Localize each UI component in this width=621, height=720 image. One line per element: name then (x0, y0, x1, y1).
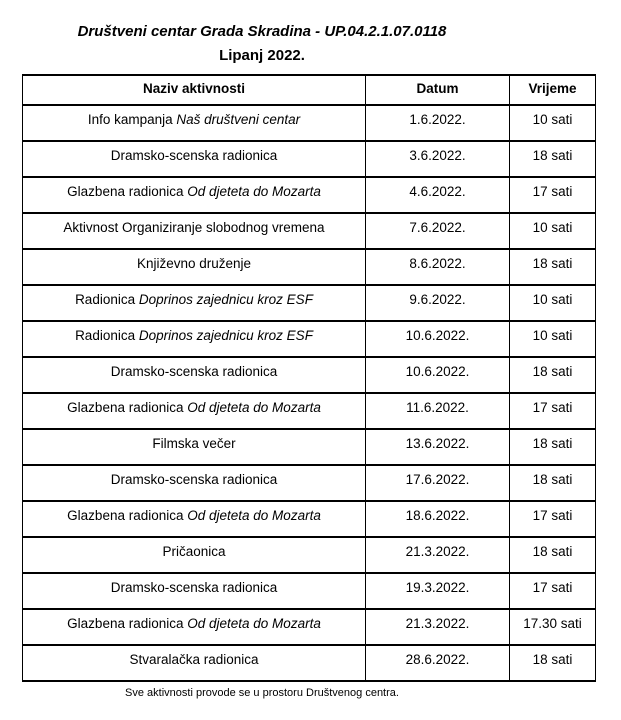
activity-cell (23, 249, 366, 285)
activity-text-italic: Od djeteta do Mozarta (187, 184, 321, 199)
date-cell: 4.6.2022. (366, 177, 510, 213)
table-row (23, 177, 596, 213)
activity-cell (23, 357, 366, 393)
time-cell: 10 sati (510, 285, 596, 321)
activity-cell (23, 321, 366, 357)
time-cell: 18 sati (510, 357, 596, 393)
activity-cell (23, 213, 366, 249)
activity-text: Dramsko-scenska radionica (110, 148, 278, 163)
table-row (23, 429, 596, 465)
table-row (23, 573, 596, 609)
table-row (23, 537, 596, 573)
table-row (23, 609, 596, 645)
header-naziv-aktivnosti: Naziv aktivnosti (23, 75, 366, 105)
activity-cell (23, 465, 366, 501)
time-cell: 18 sati (510, 465, 596, 501)
activity-cell (23, 285, 366, 321)
activity-text: Dramsko-scenska radionica (110, 580, 278, 595)
activity-text: Radionica (75, 328, 139, 343)
activity-text: Književno druženje (136, 256, 252, 271)
date-cell: 21.3.2022. (366, 609, 510, 645)
activity-text: Glazbena radionica (67, 616, 188, 631)
time-cell: 17 sati (510, 177, 596, 213)
activity-text-italic: Od djeteta do Mozarta (187, 616, 321, 631)
date-cell: 7.6.2022. (366, 213, 510, 249)
time-cell: 10 sati (510, 213, 596, 249)
header-datum: Datum (366, 75, 510, 105)
activity-cell (23, 645, 366, 681)
table-row (23, 249, 596, 285)
table-row (23, 285, 596, 321)
date-cell: 3.6.2022. (366, 141, 510, 177)
activity-text: Glazbena radionica (67, 508, 188, 523)
table-row (23, 393, 596, 429)
activity-text: Dramsko-scenska radionica (110, 472, 278, 487)
activity-text: Stvaralačka radionica (129, 652, 259, 667)
table-row (23, 105, 596, 141)
page-subtitle: Lipanj 2022. (219, 47, 305, 64)
activity-text: Filmska večer (152, 436, 236, 451)
activity-text: Info kampanja (87, 112, 177, 127)
table-row (23, 321, 596, 357)
activity-cell (23, 429, 366, 465)
time-cell: 18 sati (510, 141, 596, 177)
date-cell: 9.6.2022. (366, 285, 510, 321)
table-row (23, 645, 596, 681)
activity-cell (23, 177, 366, 213)
schedule-table (22, 74, 596, 682)
time-cell: 17.30 sati (510, 609, 596, 645)
date-cell: 18.6.2022. (366, 501, 510, 537)
date-cell: 17.6.2022. (366, 465, 510, 501)
activity-text-italic: Doprinos zajednicu kroz ESF (138, 292, 313, 307)
date-cell: 8.6.2022. (366, 249, 510, 285)
time-cell: 10 sati (510, 321, 596, 357)
activity-text: Pričaonica (162, 544, 226, 559)
table-header-row (23, 75, 596, 105)
date-cell: 13.6.2022. (366, 429, 510, 465)
activity-text-italic: Od djeteta do Mozarta (187, 508, 321, 523)
activity-cell (23, 537, 366, 573)
header-vrijeme: Vrijeme (510, 75, 596, 105)
activity-cell (23, 609, 366, 645)
activity-cell (23, 105, 366, 141)
activity-cell (23, 501, 366, 537)
activity-text: Radionica (75, 292, 139, 307)
time-cell: 18 sati (510, 645, 596, 681)
table-row (23, 213, 596, 249)
date-cell: 21.3.2022. (366, 537, 510, 573)
activity-text-italic: Doprinos zajednicu kroz ESF (138, 328, 313, 343)
page-title: Društveni centar Grada Skradina - UP.04.2.1.07.0118 (77, 23, 447, 40)
activity-cell (23, 393, 366, 429)
activity-cell (23, 141, 366, 177)
date-cell: 19.3.2022. (366, 573, 510, 609)
table-row (23, 357, 596, 393)
time-cell: 17 sati (510, 501, 596, 537)
date-cell: 10.6.2022. (366, 321, 510, 357)
date-cell: 28.6.2022. (366, 645, 510, 681)
activity-text: Aktivnost Organiziranje slobodnog vremena (63, 220, 325, 235)
time-cell: 18 sati (510, 249, 596, 285)
date-cell: 10.6.2022. (366, 357, 510, 393)
heading-block (22, 0, 502, 68)
date-cell: 1.6.2022. (366, 105, 510, 141)
activity-text: Glazbena radionica (67, 400, 188, 415)
activity-text: Dramsko-scenska radionica (110, 364, 278, 379)
activity-text: Glazbena radionica (67, 184, 188, 199)
activity-text-italic: Od djeteta do Mozarta (187, 400, 321, 415)
time-cell: 18 sati (510, 537, 596, 573)
date-cell: 11.6.2022. (366, 393, 510, 429)
activity-cell (23, 573, 366, 609)
table-row (23, 141, 596, 177)
table-row (23, 501, 596, 537)
table-row (23, 465, 596, 501)
time-cell: 18 sati (510, 429, 596, 465)
activity-text-italic: Naš društveni centar (176, 112, 301, 127)
time-cell: 17 sati (510, 573, 596, 609)
footer-note: Sve aktivnosti provode se u prostoru Društvenog centra. (125, 687, 399, 699)
time-cell: 10 sati (510, 105, 596, 141)
time-cell: 17 sati (510, 393, 596, 429)
